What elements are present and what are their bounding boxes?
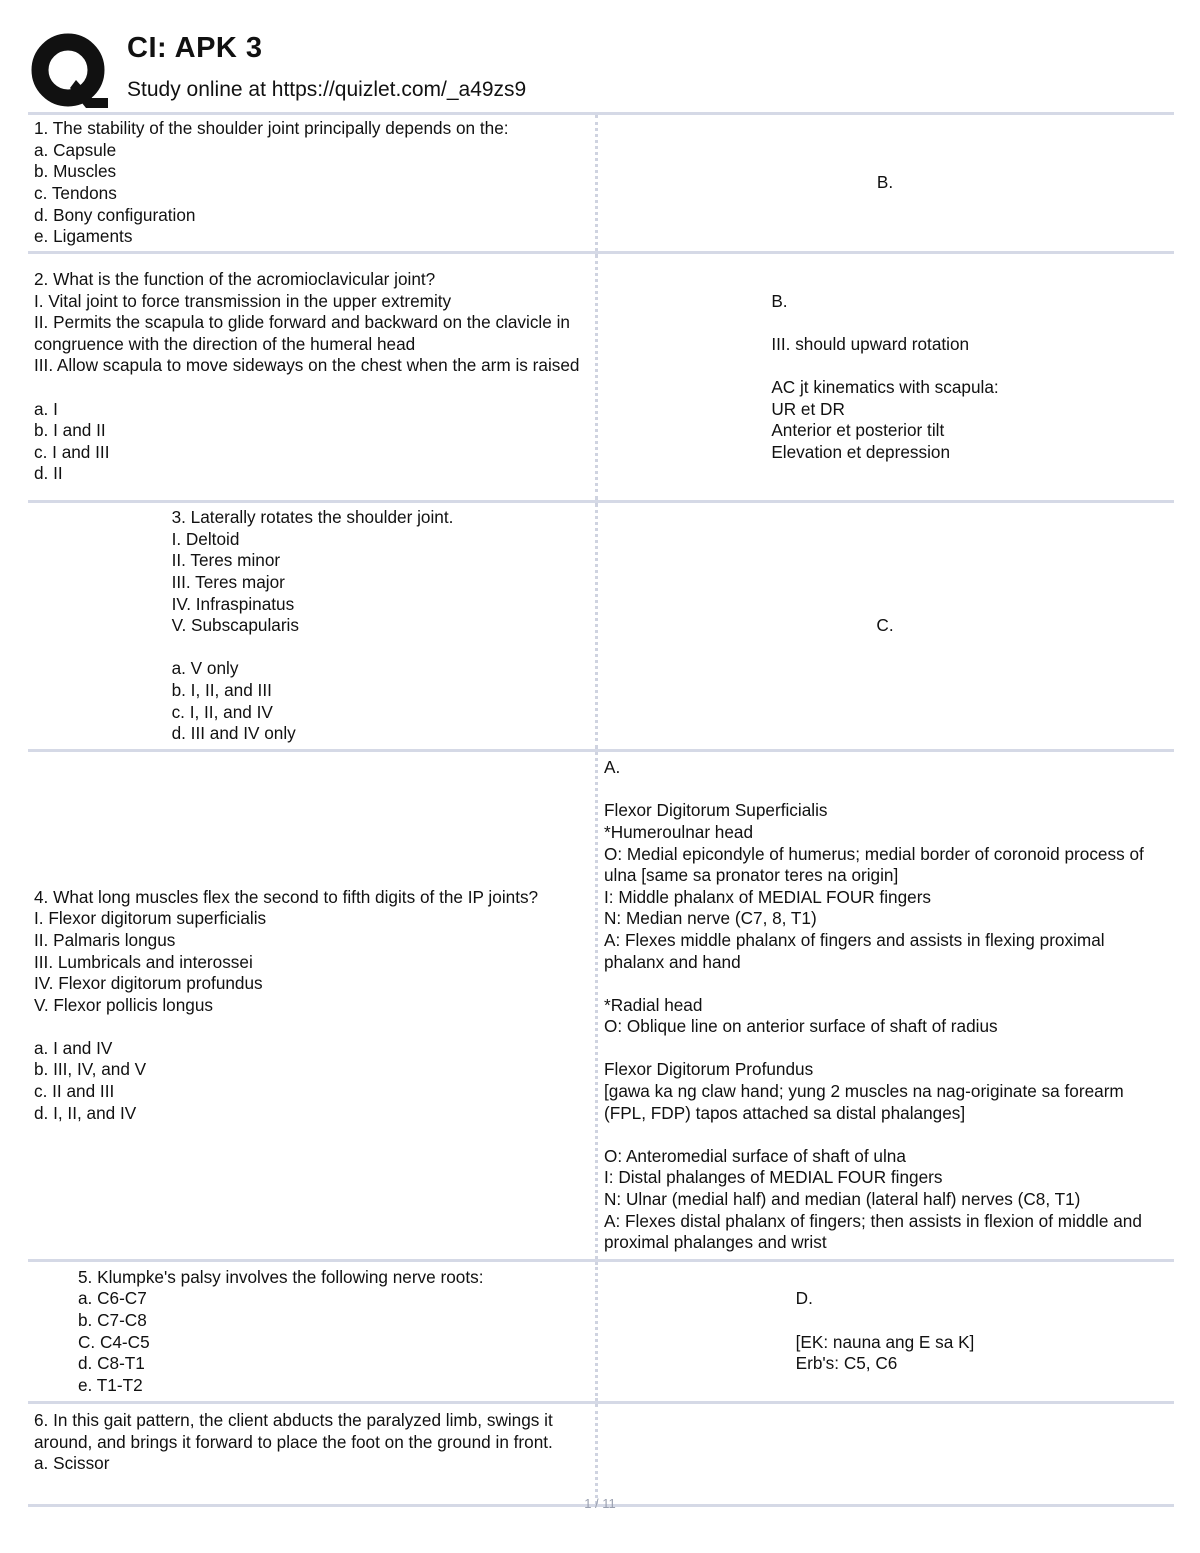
- card-answer: [598, 503, 1174, 749]
- card-row-1: [28, 115, 1174, 254]
- card-question: [28, 1404, 598, 1504]
- page-number: 1 / 11: [584, 1496, 616, 1511]
- header: [30, 30, 1180, 110]
- card-answer: [598, 1404, 1174, 1504]
- card-row-2: [28, 254, 1174, 503]
- card-question: [28, 254, 598, 500]
- question-text: 2. What is the function of the acromioclavicular joint? I. Vital joint to force transmission in the upper extremity II. Permits the scapula to glide forward and backward on the clavicle in congruence with the direction of the humeral head III. Allow scapula to move sideways on the chest when the arm is raised a. I b. I and II c. I and III d. II: [34, 269, 580, 484]
- card-row-5: [28, 1262, 1174, 1404]
- card-question: [28, 1262, 598, 1401]
- answer-text: D. [EK: nauna ang E sa K] Erb's: C5, C6: [795, 1288, 975, 1374]
- question-text: 5. Klumpke's palsy involves the following nerve roots: a. C6-C7 b. C7-C8 C. C4-C5 d. C8-T1 e. T1-T2: [78, 1266, 484, 1395]
- answer-text: B.: [876, 172, 894, 193]
- question-text: 3. Laterally rotates the shoulder joint. I. Deltoid II. Teres minor III. Teres major IV. Infraspinatus V. Subscapularis a. V only b. I, II, and III c. I, II, and IV d. III and IV only: [171, 507, 454, 744]
- quizlet-q-logo-icon: [30, 32, 110, 108]
- card-answer: [598, 115, 1174, 251]
- page-title: CI: APK 3: [127, 32, 263, 64]
- answer-text: C.: [876, 615, 894, 636]
- card-question: [28, 115, 598, 251]
- answer-text: A. Flexor Digitorum Superficialis *Humeroulnar head O: Medial epicondyle of humerus; medial border of coronoid process of ulna [same sa pronator teres na origin] I: Middle phalanx of MEDIAL FOUR fingers N: Median nerve (C7, 8, T1) A: Flexes middle phalanx of fingers and assists in flexing proximal phalanx and hand *Radial head O: Oblique line on anterior surface of shaft of radius Flexor Digitorum Profundus [gawa ka ng claw hand; yung 2 muscles na nag-originate sa forearm (FPL, FDP) tapos attached sa distal phalanges] O: Anteromedial surface of shaft of ulna I: Distal phalanges of MEDIAL FOUR fingers N: Ulnar (medial half) and median (lateral half) nerves (C8, T1) A: Flexes distal phalanx of fingers; then assists in flexion of middle and proximal phalanges and wrist: [604, 757, 1144, 1253]
- card-question: [28, 752, 598, 1259]
- card-row-3: [28, 503, 1174, 752]
- question-text: 4. What long muscles flex the second to fifth digits of the IP joints? I. Flexor digitorum superficialis II. Palmaris longus III. Lumbricals and interossei IV. Flexor digitorum profundus V. Flexor pollicis longus a. I and IV b. III, IV, and V c. II and III d. I, II, and IV: [34, 886, 539, 1123]
- card-answer: [598, 1262, 1174, 1401]
- question-text: 1. The stability of the shoulder joint principally depends on the: a. Capsule b. Muscles c. Tendons d. Bony configuration e. Ligaments: [34, 118, 509, 247]
- card-question: [28, 503, 598, 749]
- card-row-4: [28, 752, 1174, 1262]
- flashcard-table: [28, 112, 1174, 1507]
- card-row-6: [28, 1404, 1174, 1507]
- question-text: 6. In this gait pattern, the client abducts the paralyzed limb, swings it around, and brings it forward to place the foot on the ground in front. a. Scissor: [34, 1410, 553, 1474]
- card-answer: [598, 254, 1174, 500]
- answer-text: B. III. should upward rotation AC jt kinematics with scapula: UR et DR Anterior et posterior tilt Elevation et depression: [771, 290, 999, 462]
- study-online-link[interactable]: Study online at https://quizlet.com/_a49zs9: [127, 78, 527, 101]
- card-answer: [598, 752, 1174, 1259]
